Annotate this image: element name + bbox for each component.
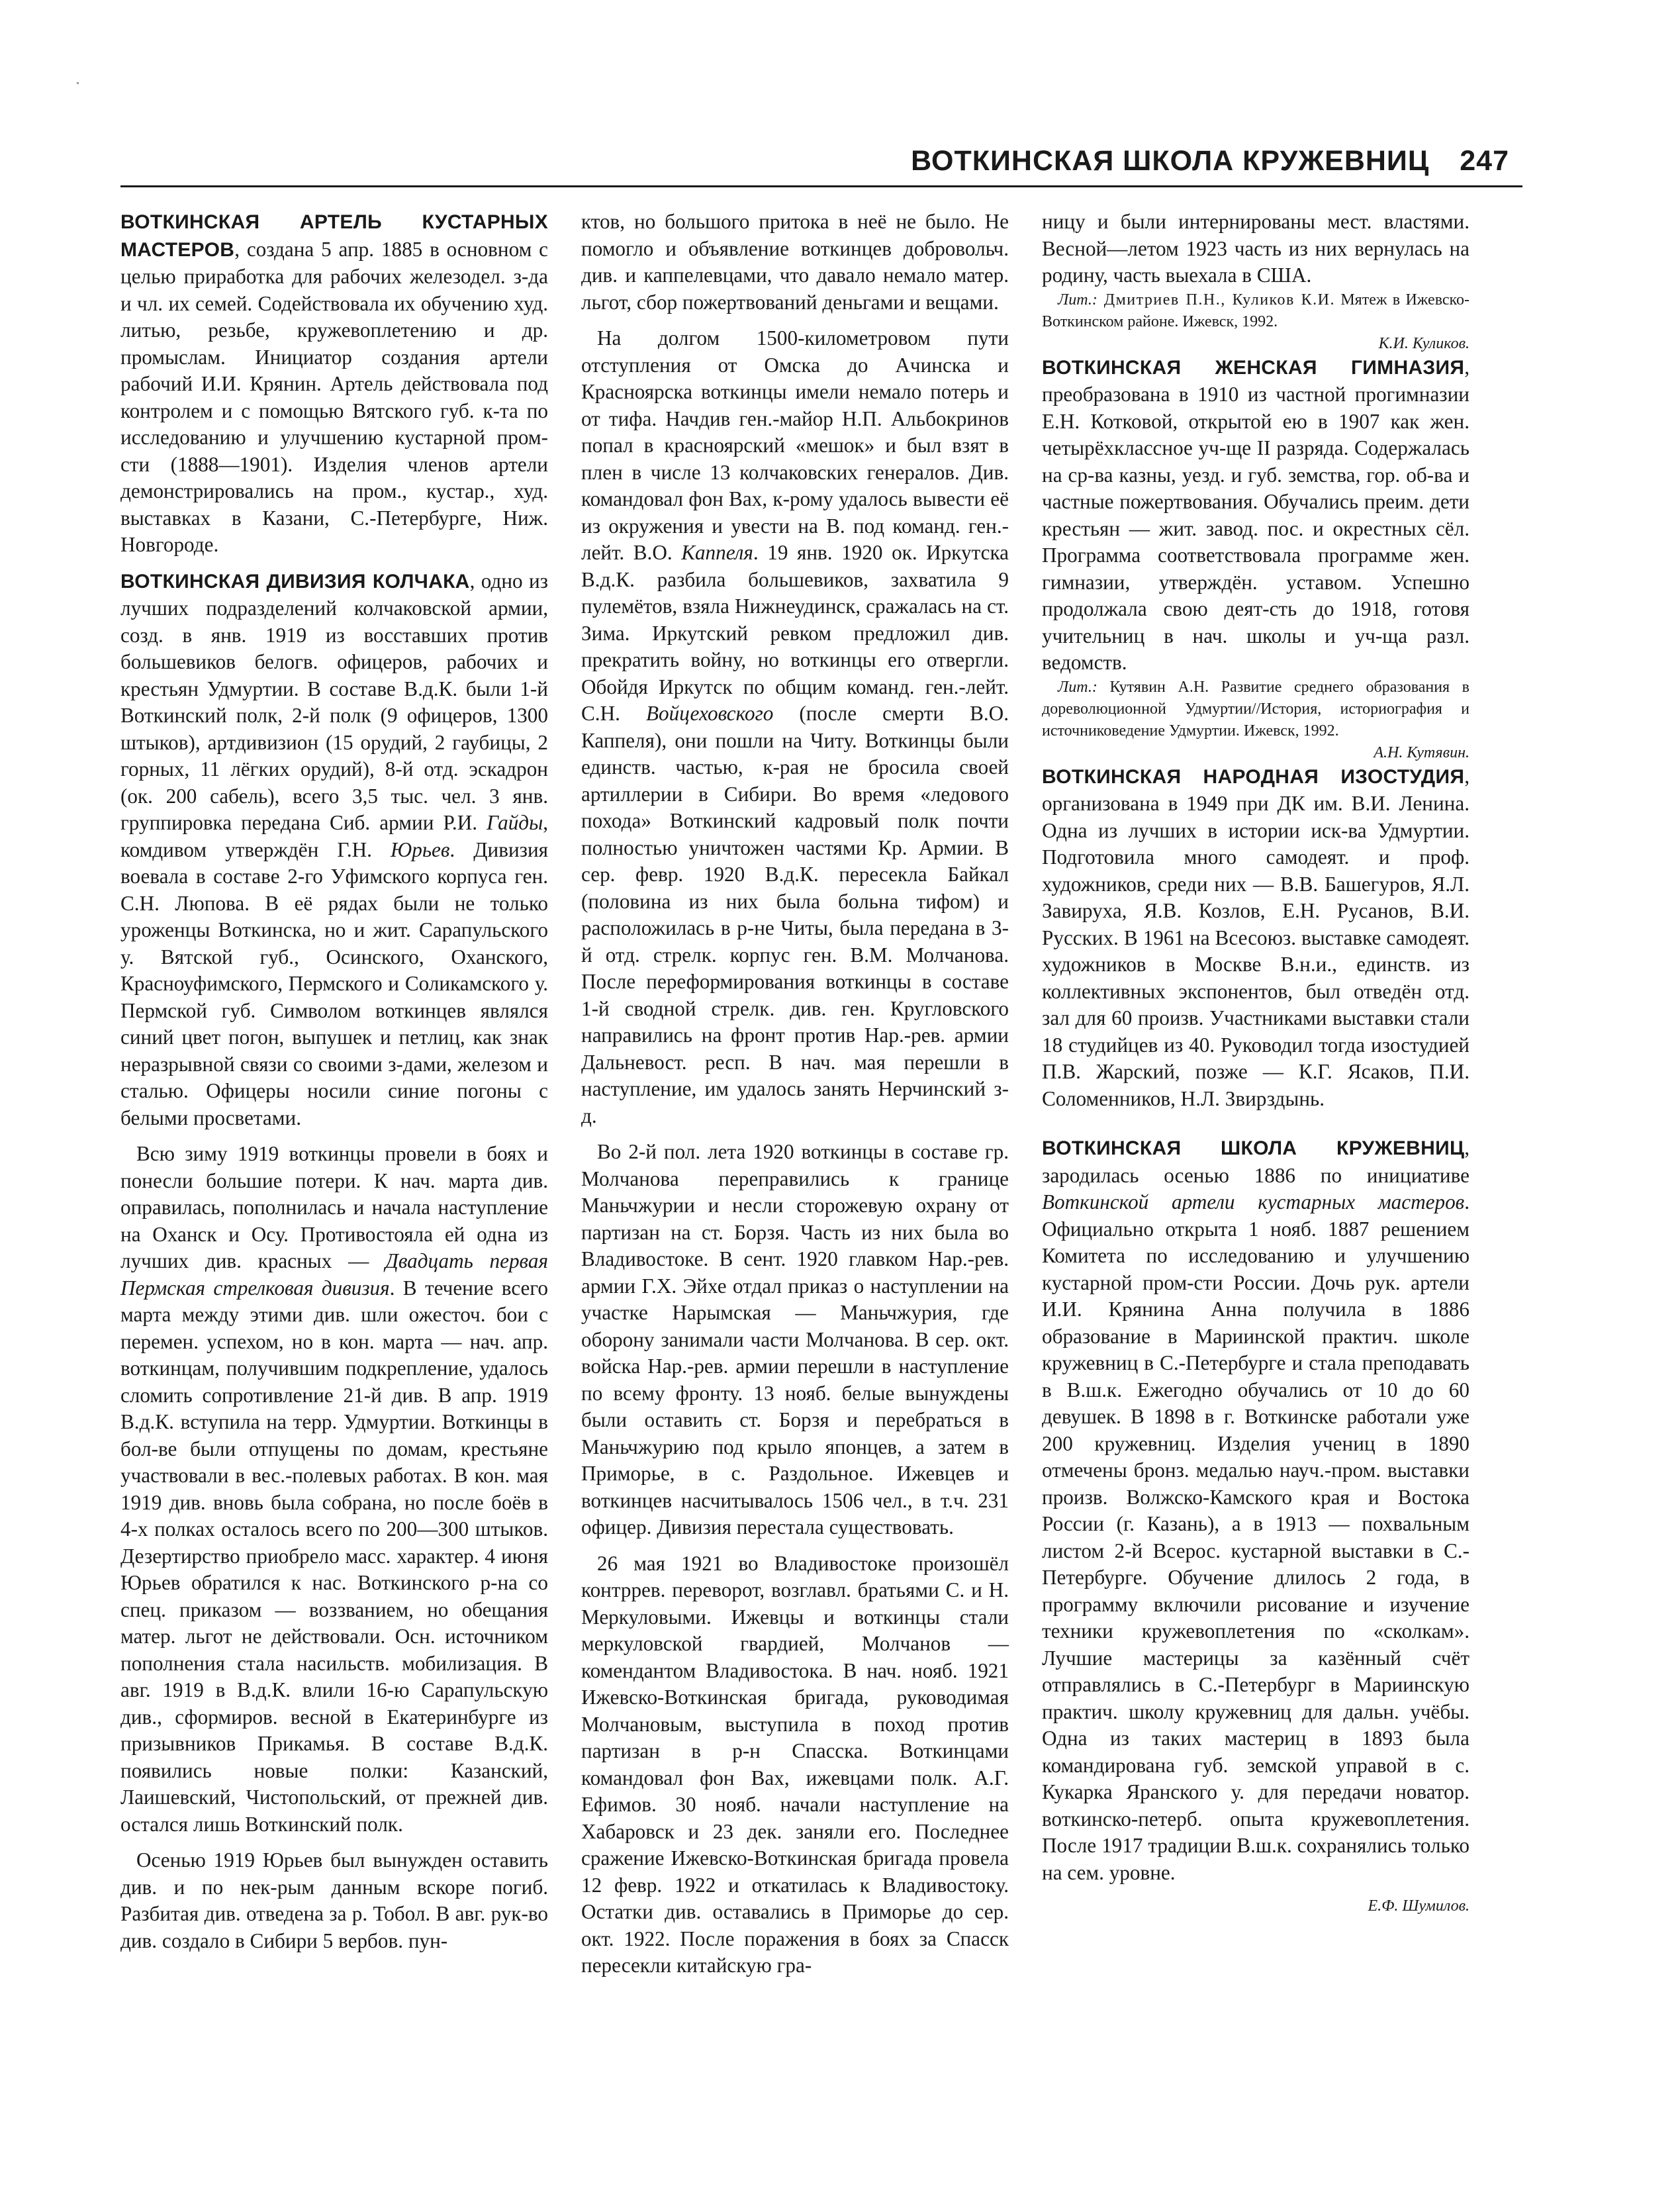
entry-text: , зародилась осенью 1886 по инициативе bbox=[1042, 1136, 1470, 1187]
cross-reference: Каппеля bbox=[681, 541, 753, 564]
paragraph: ницу и были интернированы мест. властями. Весной—летом 1923 часть из них вернулась на родину, часть выехала в США. bbox=[1042, 210, 1470, 287]
headword: ВОТКИНСКАЯ ШКОЛА КРУЖЕВНИЦ bbox=[1042, 1137, 1465, 1159]
entry-votkinsk-division bbox=[120, 568, 548, 1132]
literature-title: Кутявин А.Н. Развитие среднего образования в дореволюционной Удмуртии//История, историография и источниковедение Удмуртии. Ижевск, 1992. bbox=[1042, 678, 1470, 739]
running-header bbox=[120, 136, 1509, 177]
header-rule bbox=[120, 185, 1522, 187]
entry-votkinsk-lace-school bbox=[1042, 1135, 1470, 1886]
running-title: ВОТКИНСКАЯ ШКОЛА КРУЖЕВНИЦ bbox=[911, 145, 1430, 177]
paragraph: Во 2-й пол. лета 1920 воткинцы в составе гр. Молчанова переправились к границе Маньчжурии и несли сторожевую охрану от партизан на ст. Борзя. Часть из них была во Владивостоке. В сент. 1920 главком Нар.-рев. армии Г.Х. Эйхе отдал приказ о наступлении на участке Нарымская — Маньчжурия, где оборону занимали части Молчанова. В сер. окт. войска Нар.-рев. армии перешли в наступление по всему фронту. 13 нояб. белые вынуждены были оставить ст. Борзя и перебраться в Маньчжурию под крыло японцев, а затем в Приморье, в с. Раздольное. Ижевцев и воткинцев насчитывалось 1506 чел., в т.ч. 231 офицер. Дивизия перестала существовать. bbox=[581, 1140, 1009, 1539]
entry-text: (после смерти В.О. Каппеля), они пошли на Читу. Воткинцы были единств. частью, к-рая не бросила своей артиллерии в Сибири. Во время «ледового похода» Воткинский кадровый полк почти полностью уничтожен частями Кр. Армии. В сер. февр. 1920 В.д.К. пересекла Байкал (половина из них была больна тифом) и расположилась в р-не Читы, была передана в 3-й отд. стрелк. корпус ген. В.М. Молчанова. После переформирования воткинцы в составе 1-й сводной стрелк. див. ген. Кругловского направились на фронт против Нар.-рев. армии Дальневост. респ. В нач. мая перешли в наступление, им удалось занять Нерчинский з-д. bbox=[581, 702, 1009, 1127]
paragraph: 26 мая 1921 во Владивостоке произошёл контррев. переворот, возглавл. братьями С. и Н. Меркуловыми. Ижевцы и воткинцы стали меркуловской гвардией, Молчанов — комендантом Владивостока. В нач. нояб. 1921 Ижевско-Воткинская бригада, руководимая Молчановым, выступила в поход против партизан в р-н Спасска. Воткинцами командовал фон Вах, ижевцами полк. А.Г. Ефимов. 30 нояб. начали наступление на Хабаровск и 23 дек. заняли его. Последнее сражение Ижевско-Воткинская бригада провела 12 февр. 1922 и откатилась к Владивостоку. Остатки див. оставались в Приморье до сер. окт. 1922. После поражения в боях за Спасск пересекли китайскую гра- bbox=[581, 1551, 1009, 1977]
paragraph bbox=[120, 1141, 548, 1838]
headword: ВОТКИНСКАЯ ЖЕНСКАЯ ГИМНАЗИЯ bbox=[1042, 356, 1465, 379]
literature-reference bbox=[1042, 677, 1470, 742]
paragraph: ктов, но большого притока в неё не было. Не помогло и объявление воткинцев добровольч. див. и каппелевцами, что давало немало матер. льгот, сбор пожертвований деньгами и вещами. bbox=[581, 210, 1009, 314]
paragraph bbox=[581, 325, 1009, 1129]
entry-text: , преобразована в 1910 из частной прогимназии Е.Н. Котковой, открытой ею в 1907 как жен. четырёхклассное уч-ще II разряда. Содержалась на ср-ва казны, уезд. и губ. земства, гор. об-ва и частные пожертвования. Обучались преим. дети крестьян — жит. завод. пос. и окрестных сёл. Программа соответствовала программе жен. гимназии, утверждён. уставом. Успешно продолжала свою деят-сть до 1918, готовя учительниц в нач. школы и уч-ща разл. ведомств. bbox=[1042, 355, 1470, 674]
cross-reference: Юрьев bbox=[391, 837, 450, 861]
entry-text: , одно из лучших подразделений колчаковской армии, созд. в янв. 1919 из восставших против большевиков белогв. офицеров, рабочих и крестьян Удмуртии. В составе В.д.К. были 1-й Воткинский полк, 2-й полк (9 офицеров, 1300 штыков), артдивизион (15 орудий, 2 гаубицы, 2 горных, 11 лёгких орудий), 8-й отд. эскадрон (ок. 200 сабель), всего 3,5 тыс. чел. 3 янв. группировка передана Сиб. армии Р.И. bbox=[120, 569, 548, 834]
entry-text: . Официально открыта 1 нояб. 1887 решением Комитета по исследованию и улучшению кустарной пром-сти России. Дочь рук. артели И.И. Крянина Анна получила в 1886 образование в Мариинской практич. школе кружевниц в С.-Петербурге и стала преподавать в В.ш.к. Ежегодно обучались от 10 до 60 девушек. В 1898 в г. Воткинске работали уже 200 кружевниц. Изделия учениц в 1890 отмечены бронз. медалью науч.-пром. выставки произв. Волжско-Камского края и Востока России (г. Казань), а в 1913 — похвальным листом 2-й Всерос. кустарной выставки в С.-Петербурге. Обучение длилось 2 года, в программу включили рисование и изучение техники кружевоплетения по «сколкам». Лучшие мастерицы за казённый счёт отправлялись в С.-Петербург в Мариинскую практич. школу кружевниц для дальн. учёбы. Одна из таких мастериц в 1893 была командирована губ. земской управой в с. Кукарка Яранского у. для передачи новатор. воткинско-петерб. опыта кружевоплетения. После 1917 традиции В.ш.к. сохранялись только на сем. уровне. bbox=[1042, 1190, 1470, 1884]
column-1 bbox=[120, 209, 548, 2049]
article-columns bbox=[120, 209, 1470, 2049]
headword: ВОТКИНСКАЯ ДИВИЗИЯ КОЛЧАКА bbox=[120, 570, 470, 593]
author-signature: А.Н. Кутявин. bbox=[1374, 743, 1470, 761]
entry-text: , создана 5 апр. 1885 в основном с целью приработка для рабочих железодел. з-да и чл. их семей. Содействовала их обучению худ. литью, резьбе, кружевоплетению и др. промыслам. Инициатор создания артели рабочий И.И. Крянин. Артель действовала под контролем и с помощью Вятского губ. к-та по исследованию и улучшению кустарной пром-сти (1888—1901). Изделия членов артели демонстрировались на пром., кустар., худ. выставках в Казани, С.-Петербурге, Ниж. Новгороде. bbox=[120, 237, 548, 556]
author-signature: Е.Ф. Шумилов. bbox=[1368, 1897, 1470, 1915]
entry-text: , комдивом утверждён Г.Н. bbox=[120, 811, 548, 861]
literature-reference bbox=[1042, 289, 1470, 333]
entry-votkinsk-izostudio bbox=[1042, 763, 1470, 1113]
entry-votkinsk-gymnasium bbox=[1042, 354, 1470, 677]
entry-votkinsk-artel bbox=[120, 209, 548, 559]
entry-text: . Дивизия воевала в составе 2-го Уфимского корпуса ген. С.Н. Люпова. В её рядах были не только уроженцы Воткинска, но и жит. Сарапульского у. Вятской губ., Осинского, Оханского, Красноуфимского, Пермского и Соликамского у. Пермской губ. Символом воткинцев являлся синий цвет погон, выпушек и петлиц, как знак неразрывной связи со своими з-дами, железом и сталью. Офицеры носили синие погоны с белыми просветами. bbox=[120, 837, 548, 1129]
author-signature: К.И. Куликов. bbox=[1378, 334, 1470, 352]
column-2 bbox=[581, 209, 1009, 2049]
entry-text: На долгом 1500-километровом пути отступления от Омска до Ачинска и Красноярска воткинцы имели немало потерь и от тифа. Начдив ген.-майор Н.П. Альбокринов попал в красноярский «мешок» и был взят в плен в числе 13 колчаковских генералов. Див. командовал фон Вах, к-рому удалось вывести её из окружения и увести на В. под команд. ген.-лейт. В.О. bbox=[581, 326, 1009, 564]
entry-text: , организована в 1949 при ДК им. В.И. Ленина. Одна из лучших в истории иск-ва Удмуртии. Подготовила много самодеят. и проф. художников, среди них — В.В. Башегуров, Я.Л. Завируха, Я.В. Козлов, Е.Н. Русанов, В.И. Русских. В 1961 на Всесоюз. выставке самодеят. художников в Москве В.н.и., единств. из коллективных экспонентов, был отведён отд. зал для 60 произв. Участниками выставки стали 18 студийцев из 40. Руководил тогда изостудией П.В. Жарский, позже — К.Г. Ясаков, П.И. Соломенников, Н.Л. Звирздынь. bbox=[1042, 764, 1470, 1110]
page-mark bbox=[77, 82, 79, 84]
cross-reference: Воткинской артели кустарных мастеров bbox=[1042, 1190, 1465, 1214]
cross-reference: Гайды bbox=[487, 811, 543, 834]
headword: ВОТКИНСКАЯ НАРОДНАЯ ИЗОСТУДИЯ bbox=[1042, 765, 1465, 788]
headword: ВОТКИНСКАЯ АРТЕЛЬ КУСТАРНЫХ МАСТЕРОВ bbox=[120, 211, 548, 261]
literature-label: Лит.: bbox=[1058, 678, 1097, 696]
literature-title: Мятеж в Ижевско-Воткинском районе. Ижевск, 1992. bbox=[1042, 291, 1470, 330]
column-3 bbox=[1042, 209, 1470, 2049]
page-number: 247 bbox=[1460, 145, 1509, 177]
entry-text: . В течение всего марта между этими див. шли ожесточ. бои с перемен. успехом, но в кон. марта — нач. апр. воткинцам, получившим подкрепление, удалось сломить сопротивление 21-й див. В апр. 1919 В.д.К. вступила на терр. Удмуртии. Воткинцы в бол-ве были отпущены по домам, крестьяне участвовали в вес.-полевых работах. В кон. мая 1919 див. вновь была собрана, но после боёв в 4-х полках осталось всего по 200—300 штыков. Дезертирство приобрело масс. характер. 4 июня Юрьев обратился к нас. Воткинского р-на со спец. приказом — воззванием, но обещания матер. льгот не действовали. Осн. источником пополнения стала насильств. мобилизация. В авг. 1919 в В.д.К. влили 16-ю Сарапульскую див., сформиров. весной в Екатеринбурге из призывников Прикамья. В составе В.д.К. появились новые полки: Казанский, Лаишевский, Чистопольский, от прежней див. остался лишь Воткинский полк. bbox=[120, 1276, 548, 1836]
cross-reference: Двадцать первая Пермская стрелковая дивизия bbox=[120, 1249, 548, 1300]
paragraph: Осенью 1919 Юрьев был вынужден оставить див. и по нек-рым данным вскоре погиб. Разбитая див. отведена за р. Тобол. В авг. рук-во див. создало в Сибири 5 вербов. пун- bbox=[120, 1848, 548, 1952]
entry-text: . 19 янв. 1920 ок. Иркутска В.д.К. разбила большевиков, захватила 9 пулемётов, взяла Нижнеудинск, сражалась на ст. Зима. Иркутский ревком предложил див. прекратить войну, но воткинцы его отвергли. Обойдя Иркутск по общим команд. ген.-лейт. С.Н. bbox=[581, 541, 1009, 725]
literature-authors: Дмитриев П.Н., Куликов К.И. bbox=[1097, 291, 1335, 309]
literature-label: Лит.: bbox=[1058, 291, 1097, 309]
entry-text: Всю зиму 1919 воткинцы провели в боях и понесли большие потери. К нач. марта див. оправилась, пополнилась и начала наступление на Оханск и Осу. Противостояла ей одна из лучших див. красных — bbox=[120, 1142, 548, 1272]
cross-reference: Войцеховского bbox=[645, 702, 774, 725]
